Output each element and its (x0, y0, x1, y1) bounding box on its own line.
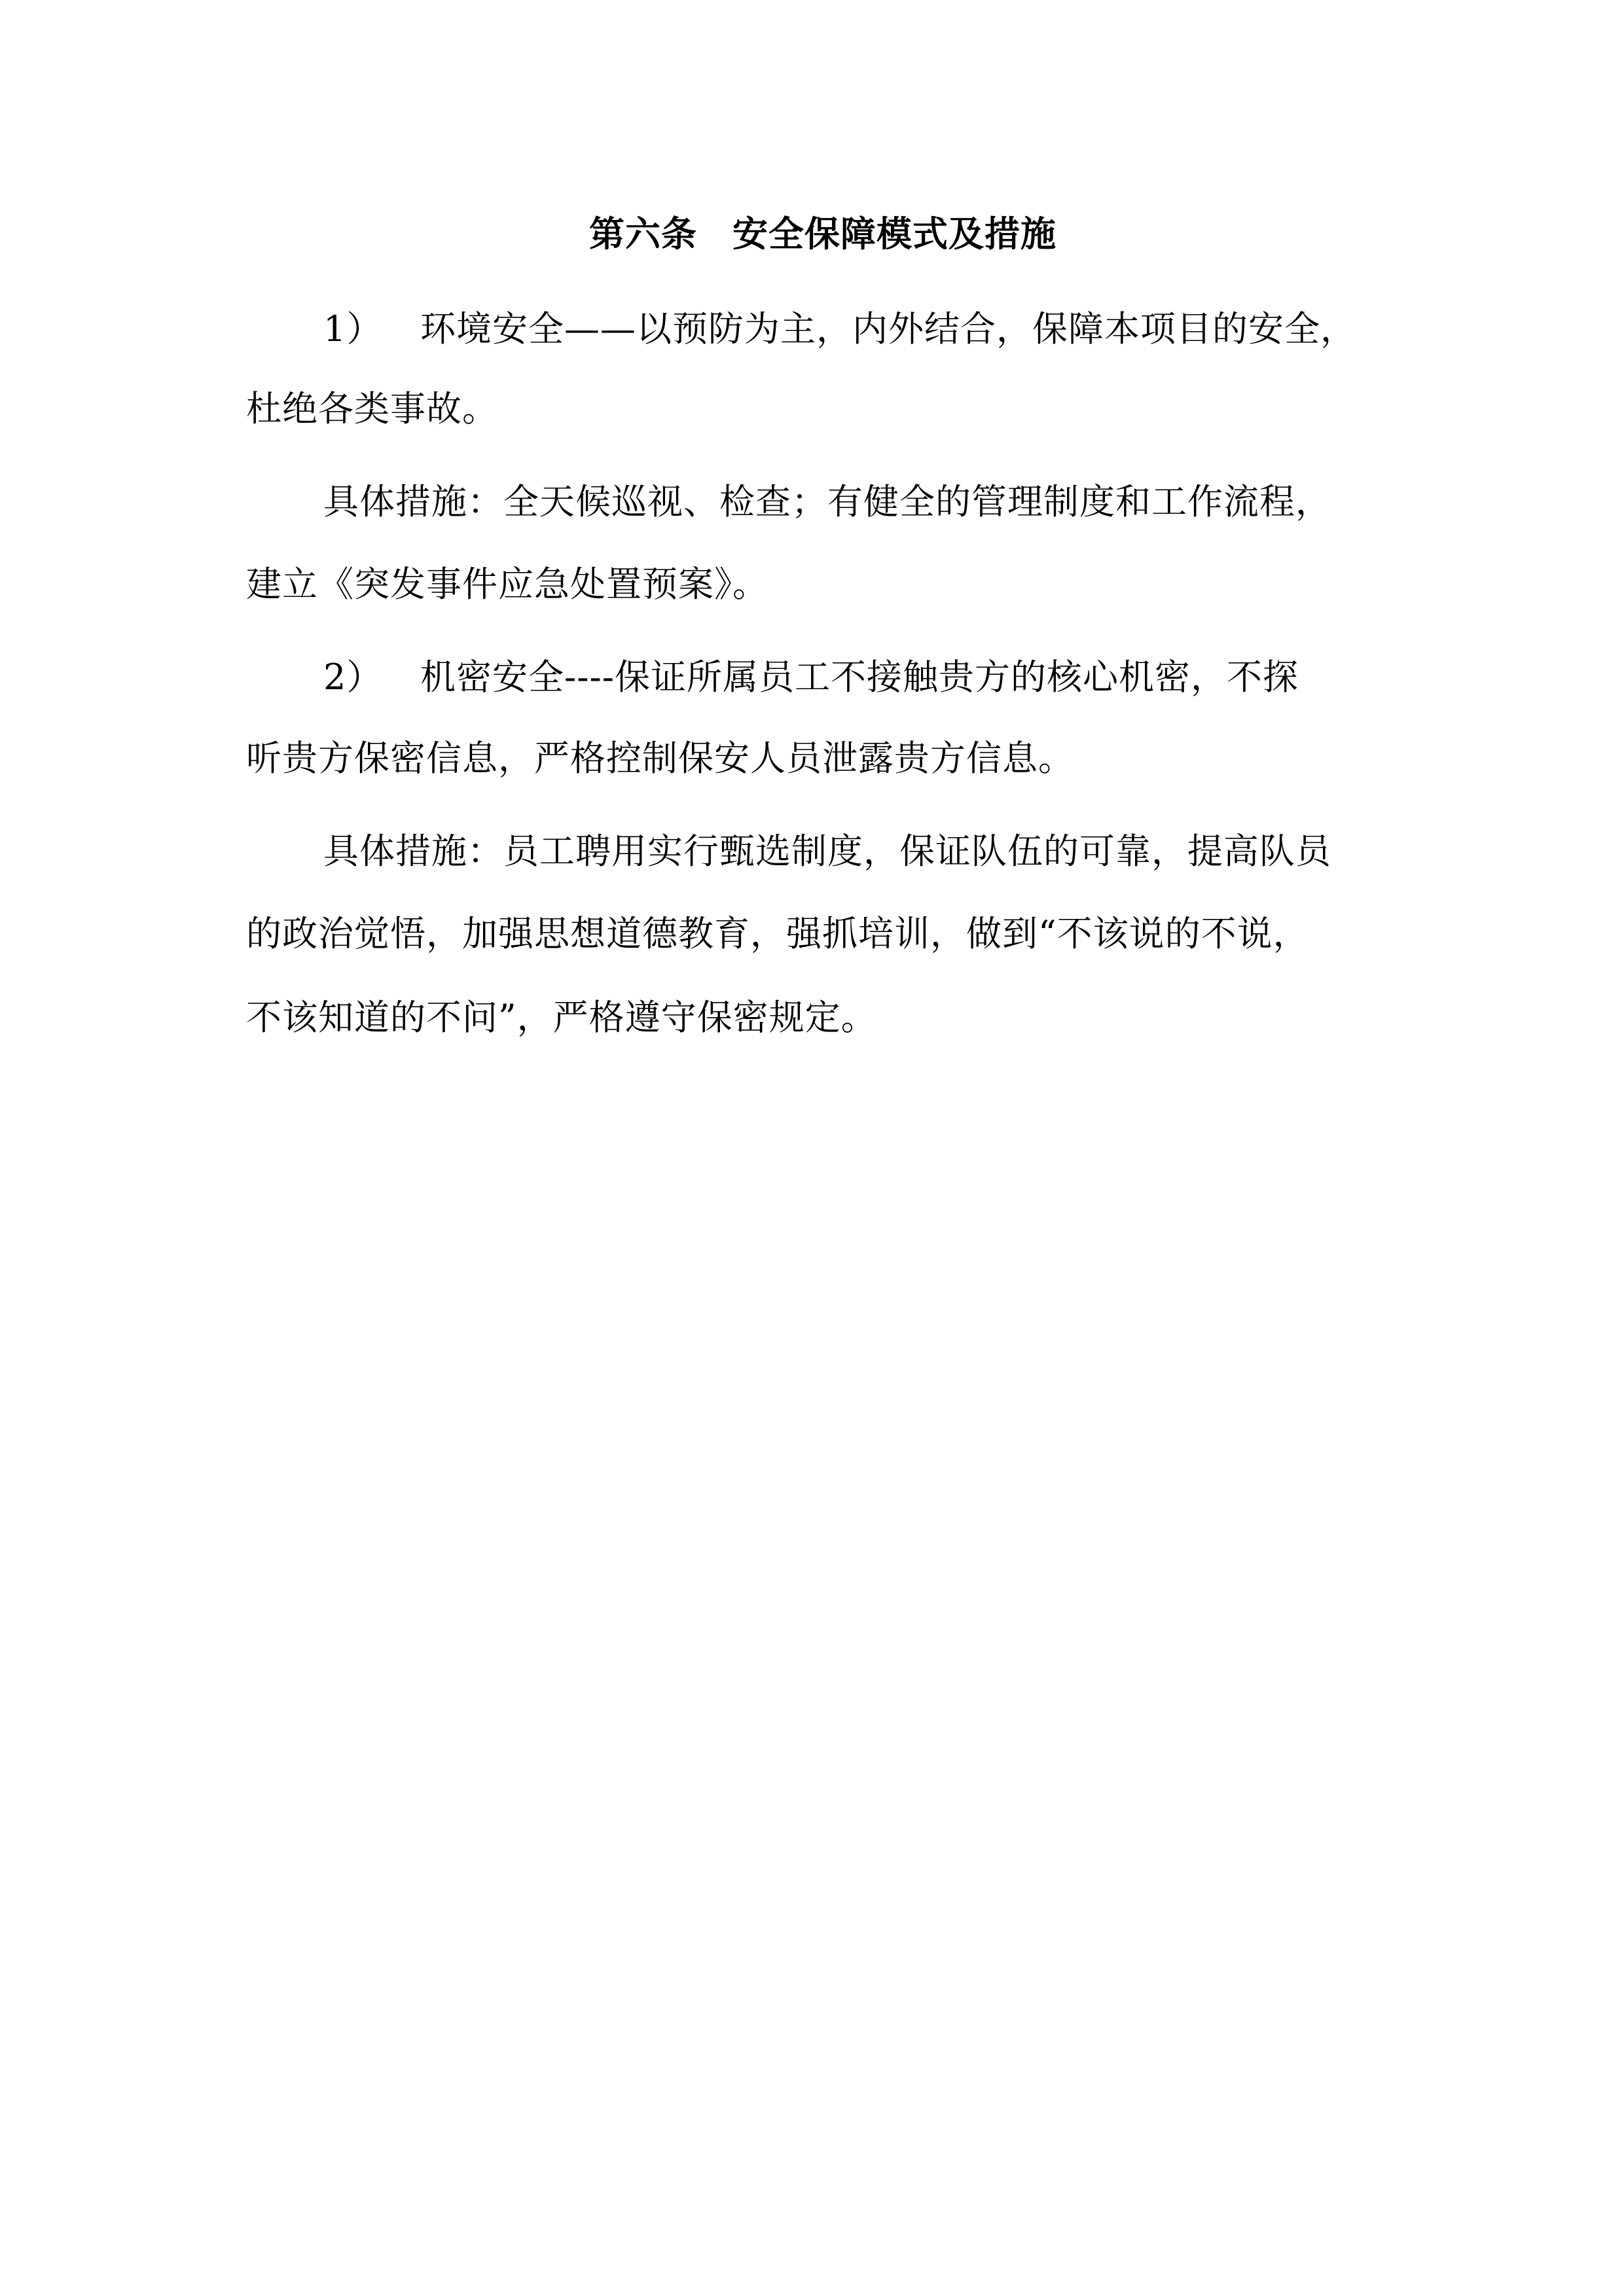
paragraph-text: 环境安全——以预防为主，内外结合，保障本项目的安全， (420, 308, 1356, 350)
measures-confidential-line-3: 不该知道的不问”，严格遵守保密规定。 (246, 997, 877, 1038)
paragraph-environment-line-2: 杜绝各类事故。 (246, 388, 498, 429)
section-heading (589, 211, 1056, 257)
measures-confidential-line-2: 的政治觉悟，加强思想道德教育，强抓培训，做到“不该说的不说， (246, 913, 1309, 954)
paragraph-confidential-line-1 (323, 655, 1299, 700)
item-number: 2） (323, 656, 383, 698)
paragraph-confidential-line-2: 听贵方保密信息，严格控制保安人员泄露贵方信息。 (246, 738, 1074, 779)
paragraph-text: 机密安全----保证所属员工不接触贵方的核心机密，不探 (420, 656, 1299, 698)
article-subject: 安全保障模式及措施 (732, 213, 1056, 255)
measures-environment-line-1: 具体措施：全天候巡视、检查；有健全的管理制度和工作流程， (323, 481, 1331, 522)
paragraph-environment-line-1 (323, 306, 1356, 352)
measures-confidential-line-1: 具体措施：员工聘用实行甄选制度，保证队伍的可靠，提高队员 (323, 831, 1331, 872)
item-number: 1） (323, 308, 383, 350)
article-label: 第六条 (589, 213, 697, 255)
measures-environment-line-2: 建立《突发事件应急处置预案》。 (246, 564, 768, 605)
